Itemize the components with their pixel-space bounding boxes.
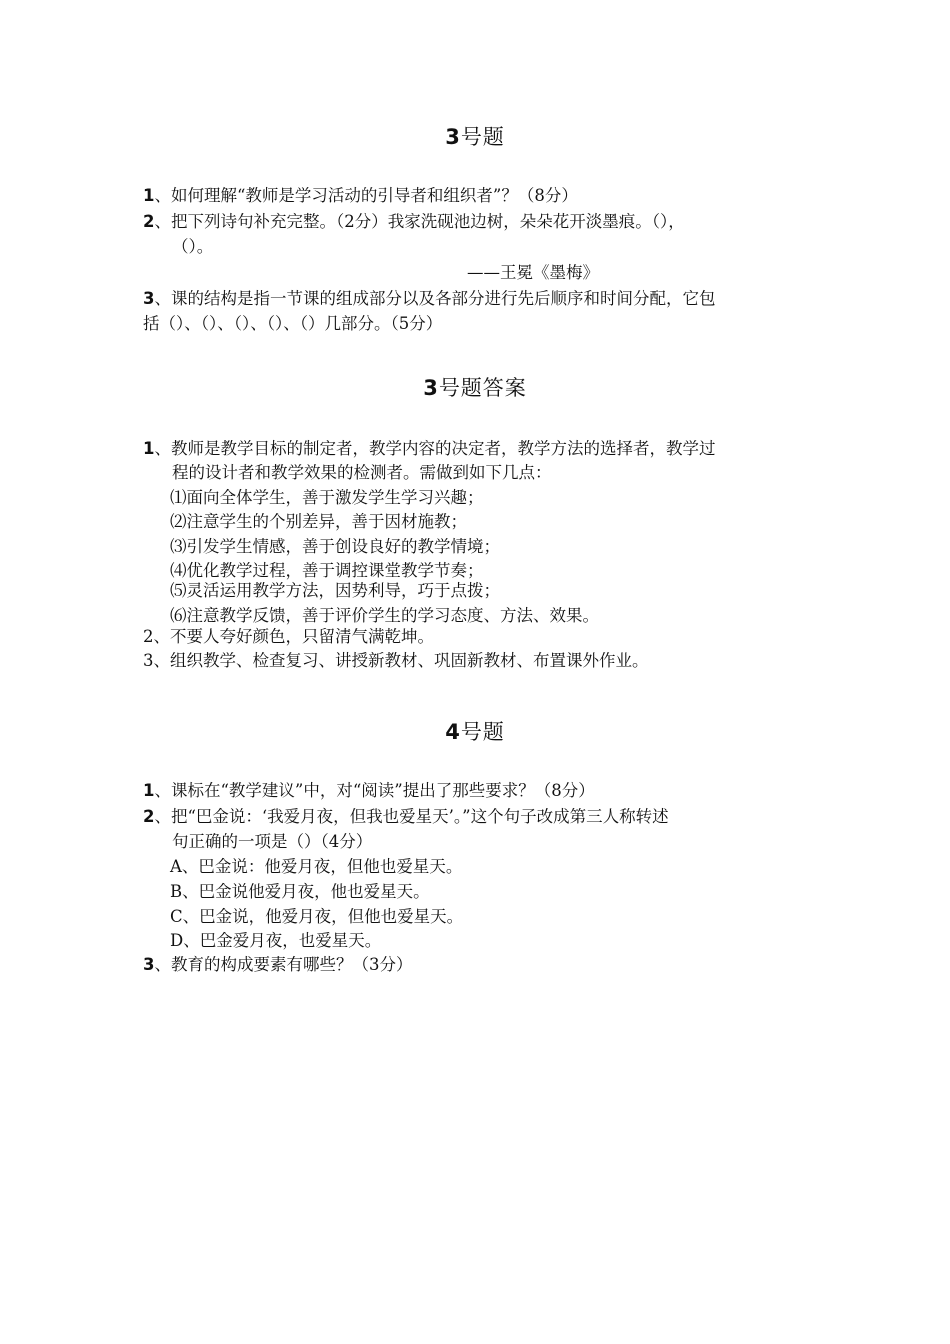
section-number: 3 (445, 125, 461, 149)
answer-3: 3、组织教学、检查复习、讲授新教材、巩固新教材、布置课外作业。 (143, 651, 649, 670)
answer-2: 2、不要人夸好颜色，只留清气满乾坤。 (143, 627, 434, 646)
answer-point: ⑴面向全体学生，善于激发学生学习兴趣； (170, 488, 484, 507)
answer-1-line-1: 1、教师是教学目标的制定者，教学内容的决定者，教学方法的选择者，教学过 (143, 439, 716, 458)
option-a: A、巴金说：他爱月夜，但他也爱星天。 (170, 857, 463, 876)
question-2-line-2: 句正确的一项是（）（4分） (172, 832, 373, 851)
answer-point: ⑸灵活运用教学方法，因势利导，巧于点拨； (170, 581, 500, 600)
question-2-line-1: 2、把下列诗句补充完整。（2分）我家洗砚池边树，朵朵花开淡墨痕。（）， (143, 212, 685, 231)
section-3-heading (0, 121, 950, 151)
answer-point: ⑵注意学生的个别差异，善于因材施教； (170, 512, 467, 531)
question-3-line-2: 括（）、（）、（）、（）、（）几部分。（5分） (143, 314, 443, 333)
question-1: 1、如何理解“教师是学习活动的引导者和组织者”？（8分） (143, 186, 578, 205)
section-4-heading (0, 716, 950, 746)
answer-point: ⑶引发学生情感，善于创设良好的教学情境； (170, 537, 500, 556)
option-c: C、巴金说，他爱月夜，但他也爱星天。 (170, 907, 464, 926)
answer-1-line-2: 程的设计者和教学效果的检测者。需做到如下几点： (172, 463, 552, 482)
option-d: D、巴金爱月夜，也爱星天。 (170, 931, 382, 950)
question-1: 1、课标在“教学建议”中，对“阅读”提出了那些要求？（8分） (143, 781, 595, 800)
answer-point: ⑹注意教学反馈，善于评价学生的学习态度、方法、效果。 (170, 606, 599, 625)
poem-attribution: ——王冕《墨梅》 (467, 263, 599, 282)
question-3: 3、教育的构成要素有哪些？（3分） (143, 955, 413, 974)
section-number: 4 (445, 720, 461, 744)
option-b: B、巴金说他爱月夜，他也爱星天。 (170, 882, 430, 901)
section-number: 3 (423, 376, 439, 400)
question-2-line-1: 2、把“巴金说：‘我爱月夜，但我也爱星天’。”这个句子改成第三人称转述 (143, 807, 669, 826)
section-3-answer-heading (0, 372, 950, 402)
section-title: 号题 (460, 125, 505, 149)
section-title: 号题答案 (438, 376, 527, 400)
question-3-line-1: 3、课的结构是指一节课的组成部分以及各部分进行先后顺序和时间分配，它包 (143, 289, 716, 308)
question-2-line-2: （）。 (172, 237, 214, 256)
section-title: 号题 (460, 720, 505, 744)
answer-point: ⑷优化教学过程，善于调控课堂教学节奏； (170, 561, 484, 580)
